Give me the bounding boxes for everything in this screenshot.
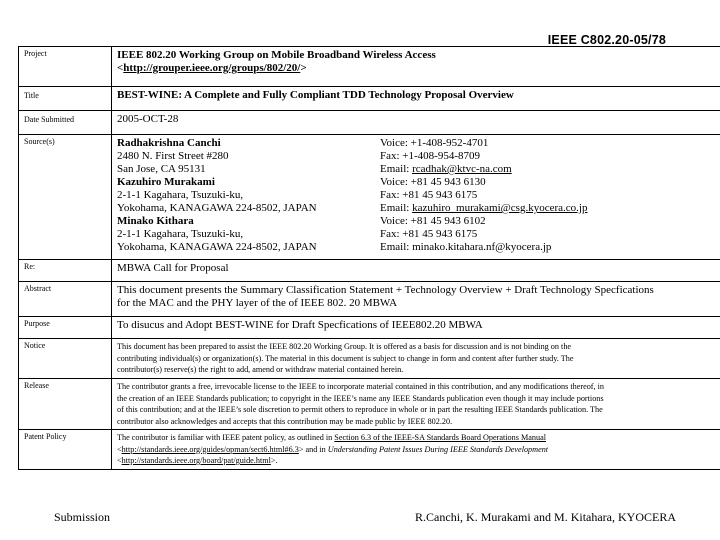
contact-email-link[interactable]: rcadhak@ktvc-na.com bbox=[412, 163, 512, 175]
contact-email-label: Email: bbox=[380, 202, 413, 214]
release-line: contributor also acknowledges and accepts that this contribution may be made public by IEEE 802.20. bbox=[117, 416, 453, 426]
label-purpose: Purpose bbox=[19, 317, 112, 339]
project-url-link[interactable]: http://grouper.ieee.org/groups/802/20/ bbox=[123, 62, 301, 74]
author-name: Minako Kithara bbox=[117, 215, 194, 227]
contact-email-label: Email: bbox=[380, 241, 413, 253]
contact-voice: Voice: +81 45 943 6102 bbox=[380, 215, 486, 227]
author-address: Yokohama, KANAGAWA 224-8502, JAPAN bbox=[117, 202, 317, 214]
row-re bbox=[19, 260, 720, 282]
contact-fax: Fax: +1-408-954-8709 bbox=[380, 150, 480, 162]
authors-column bbox=[117, 137, 380, 254]
label-title: Title bbox=[19, 87, 112, 111]
label-date: Date Submitted bbox=[19, 111, 112, 135]
label-project: Project bbox=[19, 47, 112, 87]
row-title bbox=[19, 87, 720, 111]
policy-guide-url-link[interactable]: http://standards.ieee.org/board/pat/guide.html bbox=[121, 456, 271, 465]
contacts-column bbox=[380, 137, 716, 254]
release-value bbox=[112, 379, 720, 430]
label-release: Release bbox=[19, 379, 112, 430]
footer-authors: R.Canchi, K. Murakami and M. Kitahara, KYOCERA bbox=[415, 510, 676, 524]
author-address: San Jose, CA 95131 bbox=[117, 163, 206, 175]
author-name: Kazuhiro Murakami bbox=[117, 176, 215, 188]
policy-bracket: < bbox=[117, 444, 122, 454]
policy-text: > and in bbox=[298, 444, 328, 454]
label-source: Source(s) bbox=[19, 135, 112, 260]
label-re: Re: bbox=[19, 260, 112, 282]
row-notice bbox=[19, 339, 720, 379]
contact-email-label: Email: bbox=[380, 163, 413, 175]
policy-text: The contributor is familiar with IEEE patent policy, as outlined in bbox=[117, 433, 335, 442]
notice-line: contributing individual(s) or organization(s). The material in this document is subject to change in form and content after further study. The bbox=[117, 353, 574, 363]
patent-policy-value bbox=[112, 430, 720, 470]
notice-value bbox=[112, 339, 720, 379]
row-project bbox=[19, 47, 720, 87]
label-abstract: Abstract bbox=[19, 282, 112, 317]
title-value: BEST-WINE: A Complete and Fully Compliant TDD Technology Proposal Overview bbox=[112, 87, 720, 111]
row-release bbox=[19, 379, 720, 430]
release-line: the creation of an IEEE Standards publication; to copyright in the IEEE’s name any IEEE Standards publication even though it may include portions bbox=[117, 393, 604, 403]
contact-voice: Voice: +1-408-952-4701 bbox=[380, 137, 489, 149]
policy-bracket: >. bbox=[270, 456, 278, 465]
author-address: 2-1-1 Kagahara, Tsuzuki-ku, bbox=[117, 228, 244, 240]
policy-guide-title: Understanding Patent Issues During IEEE Standards Development bbox=[327, 444, 549, 454]
project-name: IEEE 802.20 Working Group on Mobile Broadband Wireless Access bbox=[117, 49, 436, 61]
row-abstract bbox=[19, 282, 720, 317]
abstract-line: This document presents the Summary Classification Statement + Technology Overview + Draft Technology Specfications bbox=[117, 284, 654, 296]
row-date bbox=[19, 111, 720, 135]
label-patent-policy: Patent Policy bbox=[19, 430, 112, 470]
release-line: The contributor grants a free, irrevocable license to the IEEE to incorporate material contained in this contribution, and any modifications thereof, in bbox=[117, 382, 604, 391]
purpose-value: To disucus and Adopt BEST-WINE for Draft Specfications of IEEE802.20 MBWA bbox=[112, 317, 720, 339]
contact-fax: Fax: +81 45 943 6175 bbox=[380, 189, 478, 201]
abstract-value bbox=[112, 282, 720, 317]
notice-line: This document has been prepared to assist the IEEE 802.20 Working Group. It is offered as a basis for discussion and is not binding on the bbox=[117, 342, 572, 351]
author-address: 2-1-1 Kagahara, Tsuzuki-ku, bbox=[117, 189, 244, 201]
project-value bbox=[112, 47, 720, 87]
author-address: 2480 N. First Street #280 bbox=[117, 150, 229, 162]
re-value: MBWA Call for Proposal bbox=[112, 260, 720, 282]
contact-email-text: minako.kitahara.nf@kyocera.jp bbox=[412, 241, 552, 253]
row-purpose bbox=[19, 317, 720, 339]
label-notice: Notice bbox=[19, 339, 112, 379]
contact-email-link[interactable]: kazuhiro_murakami@csg.kyocera.co.jp bbox=[412, 202, 588, 214]
footer-submission: Submission bbox=[54, 510, 111, 524]
cover-sheet-table bbox=[18, 46, 720, 470]
author-address: Yokohama, KANAGAWA 224-8502, JAPAN bbox=[117, 241, 317, 253]
row-source bbox=[19, 135, 720, 260]
contact-fax: Fax: +81 45 943 6175 bbox=[380, 228, 478, 240]
row-patent-policy bbox=[19, 430, 720, 470]
source-value bbox=[112, 135, 720, 260]
contact-voice: Voice: +81 45 943 6130 bbox=[380, 176, 486, 188]
project-url-open: < bbox=[117, 62, 124, 74]
release-line: of this contribution; and at the IEEE’s sole discretion to permit others to reproduce in whole or in part the resulting IEEE Standards publication. The bbox=[117, 405, 603, 414]
author-name: Radhakrishna Canchi bbox=[117, 137, 221, 149]
notice-line: contributor(s) reserve(s) the right to add, amend or withdraw material contained herein. bbox=[117, 365, 404, 374]
policy-sect6-url-link[interactable]: http://standards.ieee.org/guides/opman/sect6.html#6.3 bbox=[121, 444, 299, 454]
abstract-line: for the MAC and the PHY layer of the of IEEE 802. 20 MBWA bbox=[117, 297, 398, 309]
policy-opman-link[interactable]: Section 6.3 of the IEEE-SA Standards Board Operations Manual bbox=[334, 433, 546, 442]
project-url-close: > bbox=[300, 62, 307, 74]
date-value: 2005-OCT-28 bbox=[112, 111, 720, 135]
document-id: IEEE C802.20-05/78 bbox=[547, 33, 666, 47]
policy-bracket: < bbox=[117, 456, 122, 465]
